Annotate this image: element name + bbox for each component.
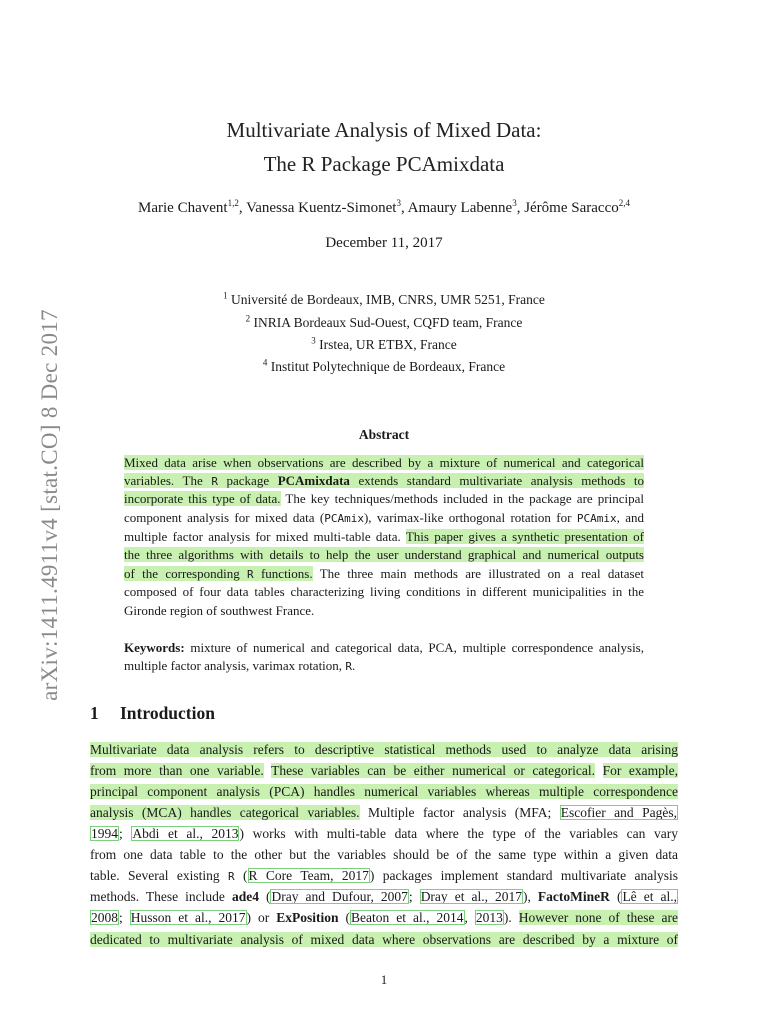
intro-line — [90, 781, 678, 802]
author-affil-sup: 3 — [512, 198, 517, 208]
highlight: These variables can be either numerical or categorical. — [271, 763, 596, 778]
title-line-2: The R Package PCAmixdata — [263, 152, 505, 176]
citation-link[interactable]: Abdi et al., 2013 — [132, 826, 239, 841]
author-list: Marie Chavent$^{1,2}$, Vanessa Kuentz-Simonet$^3$, Amaury Labenne$^3$, Jérôme Saracco$^{2,4}$ — [138, 198, 630, 216]
abstract-line: of the corresponding R functions. The three main methods are illustrated on a real dataset — [124, 566, 644, 581]
package-name: PCAmixdata — [277, 473, 350, 488]
paper-date: December 11, 2017 — [325, 235, 443, 251]
highlight: Multivariate data analysis refers to descriptive statistical methods used to analyze data arising — [90, 742, 678, 757]
highlight: analysis (MCA) handles categorical variables. — [90, 805, 360, 820]
package-name: ade4 — [231, 889, 259, 904]
code-r: R — [345, 660, 352, 673]
package-name: ExPosition — [276, 910, 339, 925]
author-name: Jérôme Saracco — [524, 200, 619, 216]
citation-link[interactable]: 2013 — [475, 910, 503, 925]
citation-link[interactable]: Beaton et al., 2014 — [351, 910, 464, 925]
title-line-1: Multivariate Analysis of Mixed Data: — [226, 118, 542, 142]
highlight: of the corresponding R functions. — [124, 566, 313, 581]
citation-link[interactable]: Dray and Dufour, 2007 — [271, 889, 408, 904]
keywords-line: multiple factor analysis, varimax rotation, R. — [124, 658, 356, 673]
highlight: Mixed data arise when observations are described by a mixture of numerical and categorical — [124, 455, 644, 470]
highlight: variables. The R package PCAmixdata extends standard multivariate analysis methods to — [124, 473, 644, 488]
page-number: 1 — [380, 972, 388, 987]
code-r: R — [211, 475, 218, 488]
abstract-line: multiple factor analysis for mixed multi-table data. This paper gives a synthetic presentation of — [124, 529, 644, 544]
intro-line: 1994; Abdi et al., 2013) works with multi-table data where the type of the variables can vary — [91, 826, 678, 841]
highlight: the three algorithms with details to help the user understand graphical and numerical outputs — [124, 547, 644, 562]
citation-link[interactable]: 2008 — [91, 910, 118, 925]
section-title: Introduction — [120, 703, 215, 723]
abstract-line: incorporate this type of data. The key techniques/methods included in the package are principal — [124, 491, 644, 506]
intro-line: analysis (MCA) handles categorical variables. Multiple factor analysis (MFA; Escofier and Pagès, — [90, 805, 677, 820]
intro-line — [90, 739, 678, 760]
intro-line — [90, 760, 678, 781]
author-affil-sup: 3 — [396, 198, 401, 208]
abstract-line — [124, 546, 644, 564]
code-pcamix: PCAmix — [576, 512, 617, 525]
abstract-line — [124, 454, 644, 472]
citation-link[interactable]: Dray et al., 2017 — [420, 889, 523, 904]
code-pcamix: PCAmix — [324, 512, 364, 525]
highlight: principal component analysis (PCA) handles numerical variables whereas multiple correspondence — [90, 784, 678, 799]
keywords-line: Keywords: mixture of numerical and categorical data, PCA, multiple correspondence analysis, — [124, 640, 644, 655]
abstract-line: composed of four data tables characterizing living conditions in different municipalities in the — [124, 584, 644, 599]
citation-link[interactable]: Lê et al., — [622, 889, 677, 904]
abstract-heading: Abstract — [358, 427, 410, 442]
affiliation: $^3$ Irstea, UR ETBX, France — [311, 335, 457, 352]
author-name: Amaury Labenne — [407, 200, 513, 216]
affiliation: $^1$ Université de Bordeaux, IMB, CNRS, UMR 5251, France — [223, 290, 545, 307]
highlight: incorporate this type of data. — [124, 491, 281, 506]
intro-line: from one data table to the other but the variables should be of the same type within a given data — [90, 847, 678, 862]
section-number: 1 — [90, 703, 99, 723]
author-name: Marie Chavent — [138, 200, 228, 216]
highlight: This paper gives a synthetic presentation of — [405, 529, 644, 544]
intro-line: 2008; Husson et al., 2017) or ExPosition (Beaton et al., 2014, 2013). However none of these are — [91, 910, 678, 925]
affiliation: $^2$ INRIA Bordeaux Sud-Ouest, CQFD team, France — [245, 313, 523, 330]
section-heading — [90, 703, 215, 724]
abstract-line — [124, 472, 644, 490]
highlight: For example, — [602, 763, 678, 778]
affiliation: $^4$ Institut Polytechnique de Bordeaux, France — [262, 357, 506, 374]
highlight: However none of these are — [518, 910, 678, 925]
code-r: R — [228, 870, 235, 883]
citation-link[interactable]: Escofier and Pagès, — [560, 805, 677, 820]
intro-line: methods. These include ade4 (Dray and Dufour, 2007; Dray et al., 2017), FactoMineR (Lê et al., — [90, 889, 677, 904]
package-name: FactoMineR — [537, 889, 610, 904]
abstract-line: component analysis for mixed data (PCAmix), varimax-like orthogonal rotation for PCAmix, and — [124, 510, 644, 525]
code-r: R — [247, 568, 254, 581]
arxiv-identifier[interactable]: arXiv:1411.4911v4 [stat.CO] 8 Dec 2017 — [37, 309, 62, 701]
keywords-label: Keywords: — [124, 640, 185, 655]
highlight: dedicated to multivariate analysis of mixed data where observations are described by a mixture of — [90, 932, 678, 947]
author-name: Vanessa Kuentz-Simonet — [246, 200, 397, 216]
highlight: from more than one variable. — [90, 763, 264, 778]
citation-link[interactable]: 1994 — [91, 826, 118, 841]
citation-link[interactable]: Husson et al., 2017 — [130, 910, 246, 925]
citation-link[interactable]: R Core Team, 2017 — [248, 868, 369, 883]
author-affil-sup: 1,2 — [227, 198, 239, 208]
abstract-line: Gironde region of southwest France. — [124, 603, 315, 618]
intro-line — [90, 929, 678, 950]
intro-line: table. Several existing R (R Core Team, 2017) packages implement standard multivariate analysis — [90, 868, 678, 883]
author-affil-sup: 2,4 — [618, 198, 630, 208]
